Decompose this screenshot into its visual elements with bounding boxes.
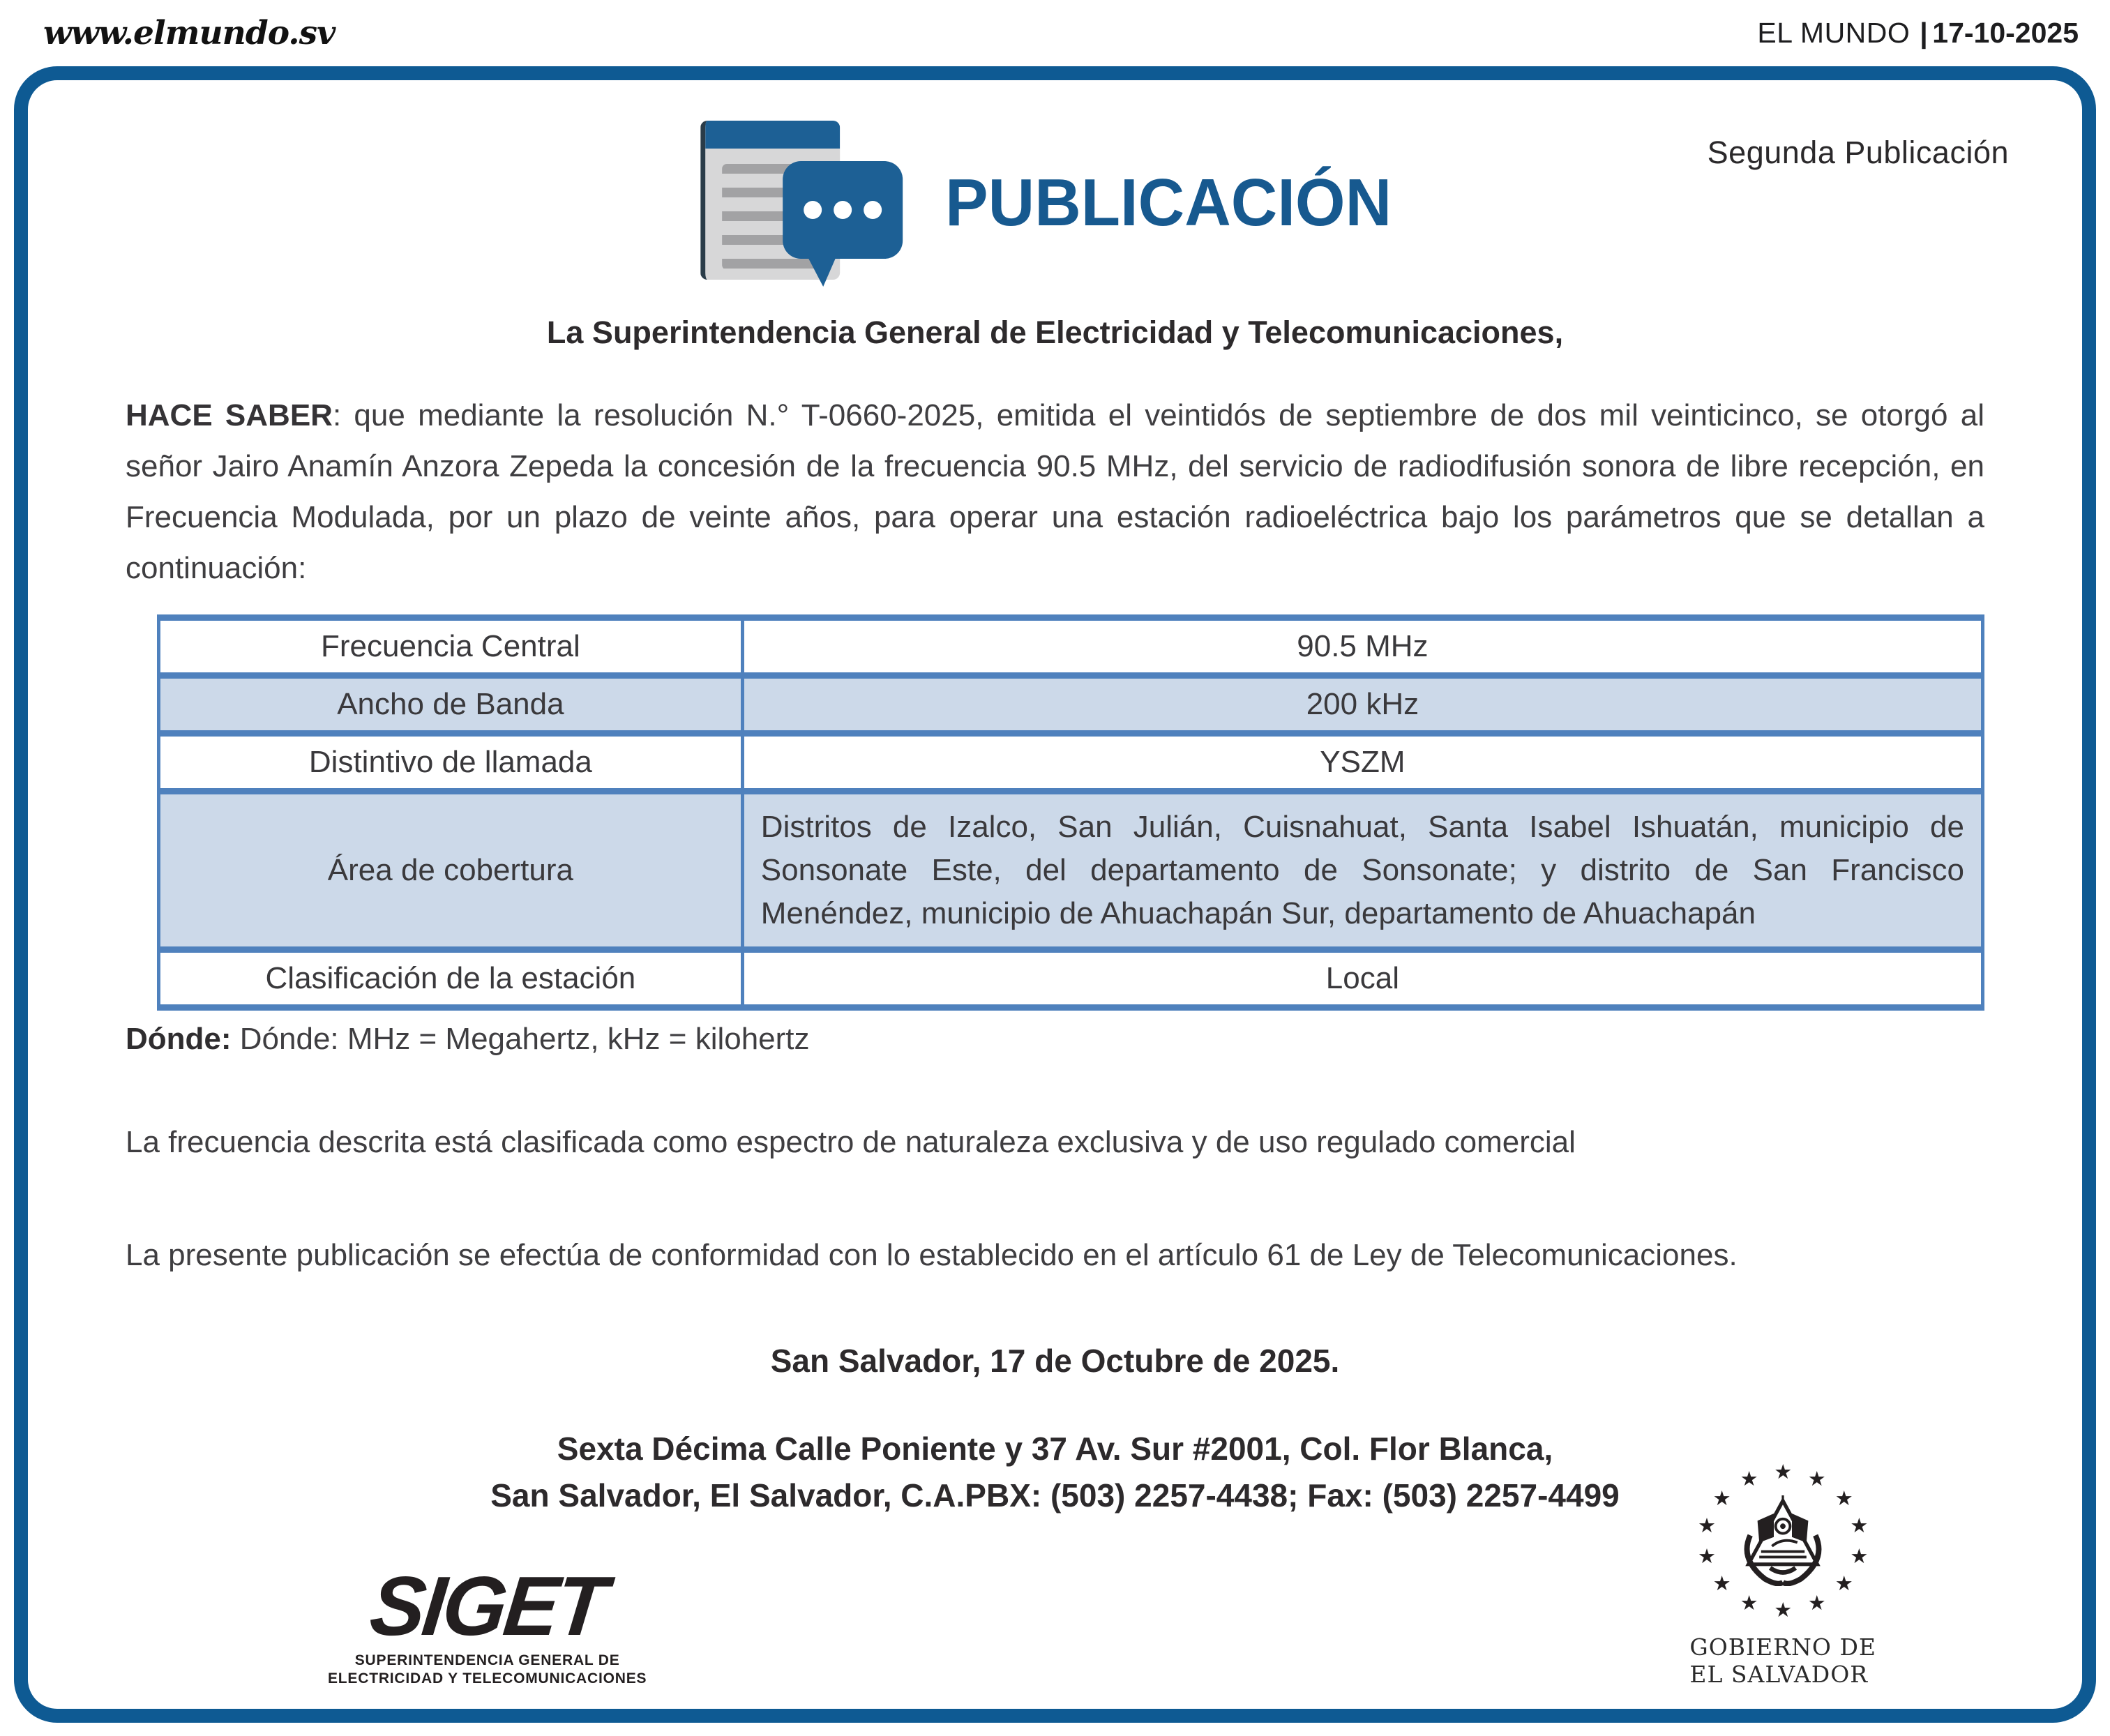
government-name-line-2: EL SALVADOR xyxy=(1689,1661,1869,1688)
row-label: Distintivo de llamada xyxy=(159,734,743,792)
star-icon: ★ xyxy=(1697,1515,1716,1538)
siget-subtitle-line-1: SUPERINTENDENCIA GENERAL DE xyxy=(354,1652,620,1668)
row-label: Área de cobertura xyxy=(159,792,743,950)
bubble-dot xyxy=(864,201,882,219)
parameters-table xyxy=(157,614,1984,1011)
coat-of-arms-icon xyxy=(1738,1495,1828,1586)
star-icon: ★ xyxy=(1712,1573,1731,1596)
chat-bubble-tail xyxy=(806,255,837,287)
edition-label: Segunda Publicación xyxy=(1707,135,2009,170)
government-name-line-1: GOBIERNO DE xyxy=(1689,1633,1876,1661)
issue-date: 17-10-2025 xyxy=(1932,17,2079,49)
star-ring xyxy=(1692,1463,1874,1624)
document-header-bar xyxy=(705,121,840,149)
newspaper-header xyxy=(0,0,2110,66)
dateline: San Salvador, 17 de Octubre de 2025. xyxy=(770,1343,1340,1379)
table-row xyxy=(159,676,1983,734)
bubble-dot xyxy=(834,201,852,219)
units-note-rest: Dónde: MHz = Megahertz, kHz = kilohertz xyxy=(231,1022,810,1056)
star-icon: ★ xyxy=(1807,1592,1826,1615)
notice-frame-inner xyxy=(28,80,2082,1709)
star-icon: ★ xyxy=(1834,1573,1853,1596)
notice-heading: La Superintendencia General de Electricidad y Telecomunicaciones, xyxy=(546,315,1564,350)
legal-note: La presente publicación se efectúa de conformidad con lo establecido en el artículo 61 de Ley de Telecomunicaciones. xyxy=(126,1238,1738,1272)
notice-frame xyxy=(14,66,2096,1723)
siget-subtitle-line-2: ELECTRICIDAD Y TELECOMUNICACIONES xyxy=(328,1670,647,1686)
separator-bar: | xyxy=(1920,17,1929,49)
row-value: Distritos de Izalco, San Julián, Cuisnahuat, Santa Isabel Ishuatán, municipio de Sonsonate Este, del departamento de Sonsonate; y distrito de San Francisco Menéndez, municipio de Ahuachapán Sur, departamento de Ahuachapán xyxy=(742,792,1982,950)
bubble-dot xyxy=(804,201,822,219)
intro-paragraph xyxy=(126,390,1984,594)
intro-rest: : que mediante la resolución N.° T-0660-2025, emitida el veintidós de septiembre de dos mil veinticinco, se otorgó al señor Jairo Anamín Anzora Zepeda la concesión de la frecuencia 90.5 MHz, del servicio de radiodifusión sonora de libre recepción, en Frecuencia Modulada, por un plazo de veinte años, para operar una estación radioeléctrica bajo los parámetros que se detallan a continuación: xyxy=(126,398,1984,585)
address-line-1: Sexta Décima Calle Poniente y 37 Av. Sur #2001, Col. Flor Blanca, xyxy=(557,1431,1553,1467)
row-value: Local xyxy=(742,950,1982,1008)
classification-note: La frecuencia descrita está clasificada como espectro de naturaleza exclusiva y de uso regulado comercial xyxy=(126,1125,1576,1159)
chat-bubble-icon xyxy=(783,161,903,259)
notice-head xyxy=(126,80,2009,310)
table-row xyxy=(159,950,1983,1008)
row-label: Clasificación de la estación xyxy=(159,950,743,1008)
star-icon: ★ xyxy=(1740,1468,1758,1491)
star-icon: ★ xyxy=(1697,1545,1716,1568)
star-icon: ★ xyxy=(1740,1592,1758,1615)
site-url: www.elmundo.sv xyxy=(43,14,336,52)
row-value: 90.5 MHz xyxy=(742,618,1982,676)
publication-title: PUBLICACIÓN xyxy=(944,165,1392,240)
address-line-2: San Salvador, El Salvador, C.A.PBX: (503) 2257-4438; Fax: (503) 2257-4499 xyxy=(490,1477,1620,1514)
table-row xyxy=(159,618,1983,676)
units-note xyxy=(126,1022,1984,1057)
star-icon: ★ xyxy=(1712,1487,1731,1510)
intro-lead: HACE SABER xyxy=(126,398,333,432)
star-icon: ★ xyxy=(1850,1515,1869,1538)
star-icon: ★ xyxy=(1850,1545,1869,1568)
star-icon: ★ xyxy=(1774,1461,1793,1484)
row-value: 200 kHz xyxy=(742,676,1982,734)
row-label: Ancho de Banda xyxy=(159,676,743,734)
publication-document-chat-icon xyxy=(700,121,913,285)
government-emblem xyxy=(1689,1463,1876,1688)
paper-name: EL MUNDO xyxy=(1757,17,1911,49)
star-icon: ★ xyxy=(1774,1599,1793,1622)
units-note-lead: Dónde: xyxy=(126,1022,232,1056)
footer-logos xyxy=(126,1463,1984,1688)
government-name xyxy=(1689,1633,1876,1688)
table-row xyxy=(159,734,1983,792)
publication-logo-block xyxy=(700,121,1410,285)
row-value: YSZM xyxy=(742,734,1982,792)
star-icon: ★ xyxy=(1807,1468,1826,1491)
table-row xyxy=(159,792,1983,950)
row-label: Frecuencia Central xyxy=(159,618,743,676)
siget-wordmark: SIGET xyxy=(366,1559,609,1654)
star-icon: ★ xyxy=(1834,1487,1853,1510)
siget-logo xyxy=(328,1559,647,1688)
edition-info xyxy=(1757,17,2079,50)
siget-subtitle xyxy=(328,1652,647,1688)
